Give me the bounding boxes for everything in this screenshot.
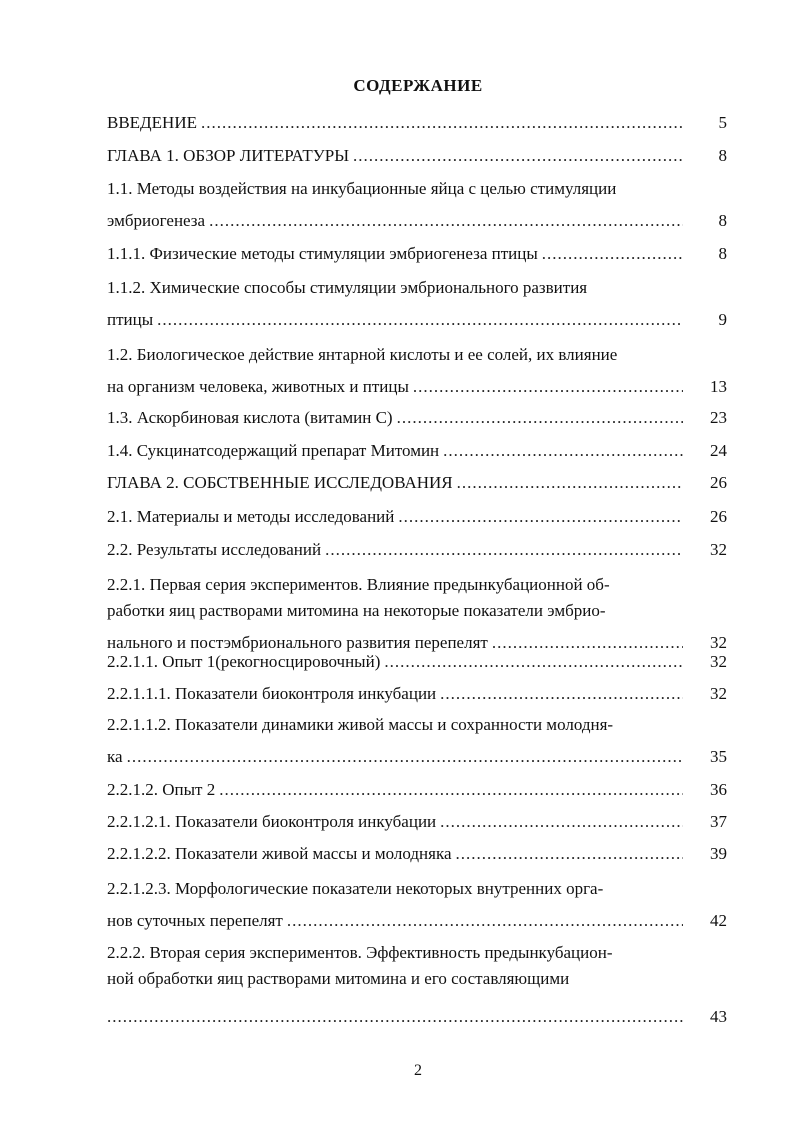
- toc-entry-last-line: [107, 145, 727, 167]
- toc-entry: [107, 574, 727, 654]
- toc-entry-last-line: [107, 376, 727, 398]
- toc-entry-last-line: [107, 309, 727, 331]
- toc-entry: [107, 843, 727, 865]
- dot-leader: [384, 651, 683, 673]
- toc-page-number: 8: [718, 146, 727, 165]
- toc-entry-last-line: [107, 210, 727, 232]
- dot-leader: [353, 145, 683, 167]
- toc-entry: [107, 178, 727, 232]
- toc-entry-last-line: [107, 683, 727, 705]
- toc-entry-title: 2.2.1.2.1. Показатели биоконтроля инкубации: [107, 812, 437, 831]
- toc-entry-last-line: [107, 539, 727, 561]
- toc-page-number: 8: [718, 211, 727, 230]
- toc-entry-title: ГЛАВА 1. ОБЗОР ЛИТЕРАТУРЫ: [107, 146, 350, 165]
- dot-leader: [457, 472, 683, 494]
- toc-entry: [107, 440, 727, 462]
- toc-entry: [107, 112, 727, 134]
- toc-entry-last-line: [107, 407, 727, 429]
- toc-entry-line: 2.2.2. Вторая серия экспериментов. Эффективность предынкубацион-: [107, 943, 613, 962]
- toc-entry-line: 1.2. Биологическое действие янтарной кислоты и ее солей, их влияние: [107, 345, 618, 364]
- dot-leader: [440, 683, 683, 705]
- toc-entry: [107, 683, 727, 705]
- toc-entry-last-line: [107, 440, 727, 462]
- dot-leader: [397, 407, 683, 429]
- toc-page-number: 32: [710, 540, 727, 559]
- toc-entry-last-line: [107, 243, 727, 265]
- toc-entry-title: 2.2.1.2. Опыт 2: [107, 780, 216, 799]
- toc-entry: [107, 344, 727, 398]
- toc-entry: [107, 277, 727, 331]
- toc-entry: [107, 407, 727, 429]
- toc-entry-last-line: [107, 651, 727, 673]
- toc-page-number: 9: [718, 310, 727, 329]
- dot-leader: [107, 1006, 683, 1028]
- toc-entry: [107, 942, 727, 1028]
- toc-entry-last-line: [107, 843, 727, 865]
- toc-entry: [107, 243, 727, 265]
- toc-entry-title: ГЛАВА 2. СОБСТВЕННЫЕ ИССЛЕДОВАНИЯ: [107, 473, 453, 492]
- toc-entry-last-line: [107, 779, 727, 801]
- toc-entry-last-line: [107, 746, 727, 768]
- toc-entry-last-line: [107, 506, 727, 528]
- toc-page-number: 26: [710, 507, 727, 526]
- toc-entry-line: ной обработки яиц растворами митомина и его составляющими: [107, 969, 570, 988]
- toc-page-number: 35: [710, 747, 727, 766]
- toc-entry-line: 2.2.1.2.3. Морфологические показатели некоторых внутренних орга-: [107, 879, 604, 898]
- toc-entry-title: нов суточных перепелят: [107, 911, 283, 930]
- dot-leader: [443, 440, 683, 462]
- toc-page-number: 32: [710, 684, 727, 703]
- toc-entry-title: 2.2.1.1.1. Показатели биоконтроля инкубации: [107, 684, 437, 703]
- toc-entry-title: птицы: [107, 310, 154, 329]
- toc-entry-last-line: [107, 472, 727, 494]
- toc-page-number: 32: [710, 633, 727, 652]
- toc-entry-line: 2.2.1.1.2. Показатели динамики живой массы и сохранности молодня-: [107, 715, 614, 734]
- dot-leader: [413, 376, 683, 398]
- toc-entry-title: 1.3. Аскорбиновая кислота (витамин С): [107, 408, 393, 427]
- toc-page-number: 5: [718, 113, 727, 132]
- toc-entry-title: 2.2. Результаты исследований: [107, 540, 322, 559]
- dot-leader: [398, 506, 683, 528]
- toc-entry-title: нального и постэмбрионального развития перепелят: [107, 633, 488, 652]
- toc-page-number: 8: [718, 244, 727, 263]
- toc-entry: [107, 651, 727, 673]
- toc-page-number: 23: [710, 408, 727, 427]
- toc-entry-last-line: [107, 811, 727, 833]
- toc-entry-title: эмбриогенеза: [107, 211, 206, 230]
- toc-entry-last-line: [107, 910, 727, 932]
- toc-title: СОДЕРЖАНИЕ: [353, 76, 483, 95]
- toc-page-number: 39: [710, 844, 727, 863]
- dot-leader: [219, 779, 683, 801]
- toc-page-number: 37: [710, 812, 727, 831]
- toc-entry-line: 1.1.2. Химические способы стимуляции эмбрионального развития: [107, 278, 588, 297]
- dot-leader: [325, 539, 683, 561]
- toc-entry-title: 1.1.1. Физические методы стимуляции эмбриогенеза птицы: [107, 244, 538, 263]
- dot-leader: [209, 210, 683, 232]
- toc-entry-title: ВВЕДЕНИЕ: [107, 113, 197, 132]
- toc-entry-title: 2.1. Материалы и методы исследований: [107, 507, 395, 526]
- dot-leader: [287, 910, 683, 932]
- toc-entry: [107, 779, 727, 801]
- toc-page-number: 13: [710, 377, 727, 396]
- toc-entry: [107, 811, 727, 833]
- toc-page-number: 43: [710, 1007, 727, 1026]
- dot-leader: [456, 843, 684, 865]
- toc-entry-title: ка: [107, 747, 123, 766]
- page-number: 2: [414, 1062, 422, 1079]
- toc-entry-title: 2.2.1.1. Опыт 1(рекогносцировочный): [107, 652, 381, 671]
- toc-entry-line: работки яиц растворами митомина на некоторые показатели эмбрио-: [107, 601, 606, 620]
- toc-entry-line: 1.1. Методы воздействия на инкубационные яйца с целью стимуляции: [107, 179, 617, 198]
- toc-entry-title: на организм человека, животных и птицы: [107, 377, 409, 396]
- toc-entry-last-line: [107, 1006, 727, 1028]
- toc-page-number: 24: [710, 441, 727, 460]
- toc-entry-title: 2.2.1.2.2. Показатели живой массы и молодняка: [107, 844, 452, 863]
- dot-leader: [542, 243, 683, 265]
- toc-entry: [107, 539, 727, 561]
- toc-entry: [107, 714, 727, 768]
- toc-entry: [107, 506, 727, 528]
- toc-page-number: 32: [710, 652, 727, 671]
- dot-leader: [201, 112, 683, 134]
- toc-entry: [107, 472, 727, 494]
- toc-entry-title: 1.4. Сукцинатсодержащий препарат Митомин: [107, 441, 440, 460]
- dot-leader: [157, 309, 683, 331]
- toc-page-number: 26: [710, 473, 727, 492]
- dot-leader: [127, 746, 683, 768]
- toc-entry: [107, 145, 727, 167]
- toc-entry: [107, 878, 727, 932]
- toc-entry-last-line: [107, 112, 727, 134]
- toc-entry-line: 2.2.1. Первая серия экспериментов. Влияние предынкубационной об-: [107, 575, 610, 594]
- toc-page-number: 36: [710, 780, 727, 799]
- dot-leader: [440, 811, 683, 833]
- toc-page-number: 42: [710, 911, 727, 930]
